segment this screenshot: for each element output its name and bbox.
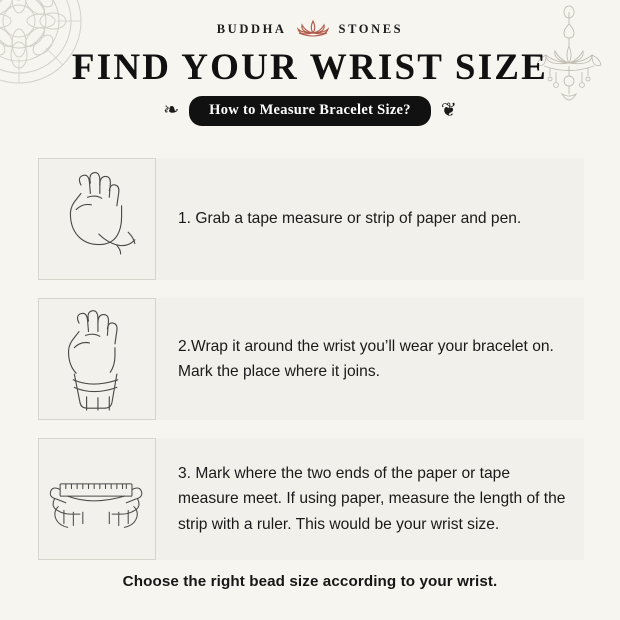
hands-ruler-measure-icon — [38, 438, 156, 560]
list-item — [38, 158, 584, 280]
list-item — [38, 438, 584, 560]
hand-holding-tape-icon — [38, 158, 156, 280]
steps-list — [38, 158, 584, 578]
brand-lockup — [0, 18, 620, 40]
step-text: 1. Grab a tape measure or strip of paper and pen. — [178, 210, 522, 228]
footer-note: Choose the right bead size according to your wrist. — [122, 573, 498, 590]
flourish-left-icon: ❧ — [163, 99, 180, 121]
hand-wrapped-tape-icon — [38, 298, 156, 420]
banner-pill: How to Measure Bracelet Size? — [189, 96, 431, 126]
step-text: 3. Mark where the two ends of the paper or tape measure meet. If using paper, measure the length of the strip with a ruler. This would be your wrist size. — [178, 465, 566, 533]
brand-word-left: BUDDHA — [216, 21, 287, 36]
banner-row — [0, 96, 620, 126]
lotus-icon — [296, 18, 330, 40]
flourish-right-icon: ❦ — [440, 99, 457, 121]
list-item — [38, 298, 584, 420]
brand-word-right: STONES — [338, 21, 404, 36]
step-text: 2.Wrap it around the wrist you’ll wear your bracelet on. Mark the place where it joins. — [178, 337, 554, 380]
page-title: FIND YOUR WRIST SIZE — [71, 47, 549, 88]
